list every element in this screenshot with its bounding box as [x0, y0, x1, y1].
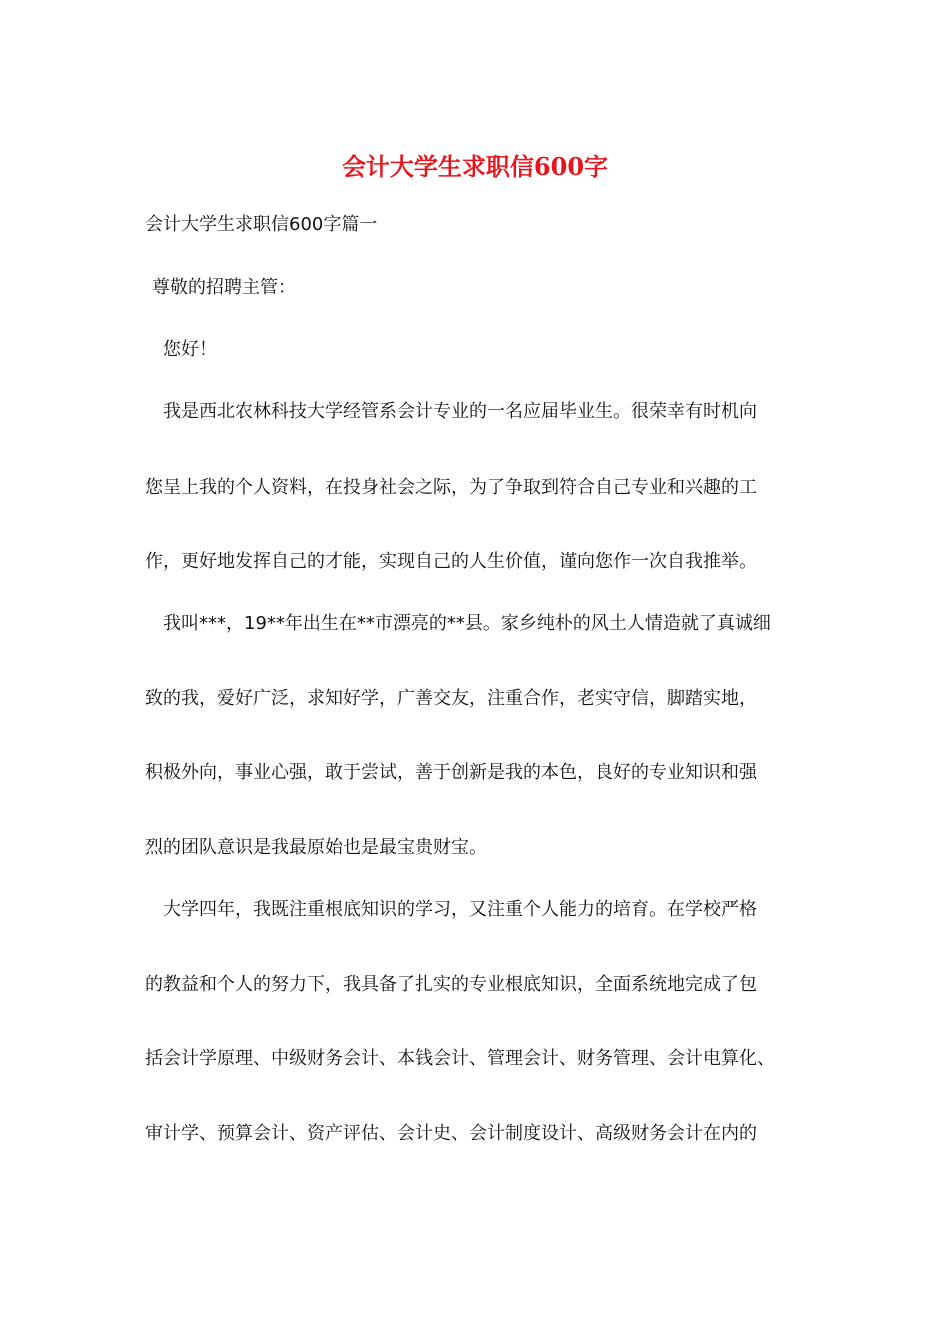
greeting: 您好！	[163, 339, 217, 360]
paragraph-line: 您呈上我的个人资料，在投身社会之际，为了争取到符合自己专业和兴趣的工	[145, 477, 757, 498]
paragraph-line: 致的我，爱好广泛，求知好学，广善交友，注重合作，老实守信，脚踏实地，	[145, 688, 757, 709]
document-title: 会计大学生求职信600字	[341, 152, 609, 181]
paragraph-line: 大学四年，我既注重根底知识的学习，又注重个人能力的培育。在学校严格	[163, 899, 757, 920]
paragraph-line: 我叫***，19**年出生在**市漂亮的**县。家乡纯朴的风土人情造就了真诚细	[163, 613, 771, 634]
paragraph-line: 烈的团队意识是我最原始也是最宝贵财宝。	[145, 837, 487, 858]
salutation: 尊敬的招聘主管：	[152, 277, 296, 298]
paragraph-line: 审计学、预算会计、资产评估、会计史、会计制度设计、高级财务会计在内的	[145, 1123, 757, 1144]
paragraph-line: 的教益和个人的努力下，我具备了扎实的专业根底知识，全面系统地完成了包	[145, 974, 757, 995]
paragraph-line: 作，更好地发挥自己的才能，实现自己的人生价值，谨向您作一次自我推举。	[145, 551, 757, 572]
paragraph-line: 括会计学原理、中级财务会计、本钱会计、管理会计、财务管理、会计电算化、	[145, 1048, 775, 1069]
paragraph-line: 积极外向，事业心强，敢于尝试，善于创新是我的本色，良好的专业知识和强	[145, 762, 757, 783]
section-heading: 会计大学生求职信600字篇一	[145, 214, 378, 235]
paragraph-line: 我是西北农林科技大学经管系会计专业的一名应届毕业生。很荣幸有时机向	[163, 401, 757, 422]
